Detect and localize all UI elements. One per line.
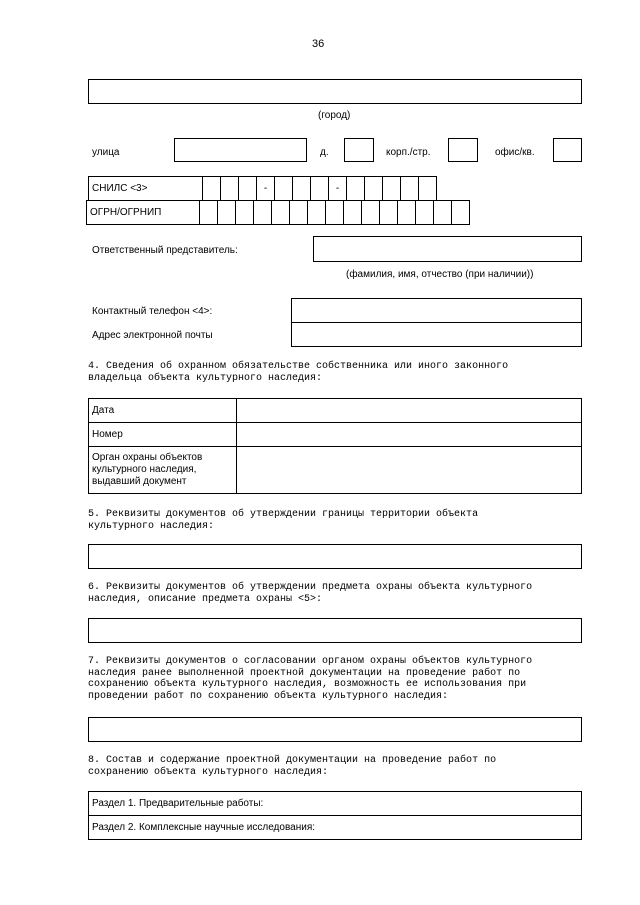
snils-digit[interactable]: [401, 177, 419, 201]
section4-heading: 4. Сведения об охранном обязательстве собственника или иного законного владельца объекта культурного наследия:: [88, 361, 509, 384]
section8-table: [88, 791, 582, 840]
building-label: корп./стр.: [386, 147, 431, 158]
section4-table: [88, 398, 582, 494]
snils-digit[interactable]: [275, 177, 293, 201]
ogrn-digit[interactable]: [272, 201, 290, 225]
phone-label: Контактный телефон <4>:: [92, 306, 213, 317]
ogrn-digit[interactable]: [308, 201, 326, 225]
ogrn-digit[interactable]: [218, 201, 236, 225]
section6-heading: 6. Реквизиты документов об утверждении предмета охраны объекта культурного наследия, описание предмета охраны <5>:: [88, 582, 533, 605]
snils-separator: -: [257, 177, 275, 201]
section5-field[interactable]: [88, 544, 582, 569]
ogrn-digit[interactable]: [362, 201, 380, 225]
email-field[interactable]: [291, 322, 582, 347]
ogrn-digit[interactable]: [416, 201, 434, 225]
email-label: Адрес электронной почты: [92, 330, 213, 341]
ogrn-digit[interactable]: [344, 201, 362, 225]
snils-digit[interactable]: [365, 177, 383, 201]
number-label: Номер: [89, 423, 237, 447]
ogrn-digit[interactable]: [200, 201, 218, 225]
building-field[interactable]: [448, 138, 478, 162]
date-label: Дата: [89, 399, 237, 423]
section7-field[interactable]: [88, 717, 582, 742]
number-field[interactable]: [237, 423, 582, 447]
representative-field[interactable]: [313, 236, 582, 262]
section8-row[interactable]: Раздел 1. Предварительные работы:: [89, 792, 582, 816]
house-field[interactable]: [344, 138, 374, 162]
snils-separator: -: [329, 177, 347, 201]
street-label: улица: [92, 147, 120, 158]
snils-digit[interactable]: [419, 177, 437, 201]
ogrn-digit[interactable]: [434, 201, 452, 225]
authority-field[interactable]: [237, 447, 582, 494]
page-number: 36: [312, 38, 325, 50]
snils-digit[interactable]: [347, 177, 365, 201]
authority-label: Орган охраны объектов культурного наследия, выдавший документ: [89, 447, 237, 494]
representative-label: Ответственный представитель:: [92, 245, 238, 256]
representative-caption: (фамилия, имя, отчество (при наличии)): [346, 269, 534, 280]
snils-label: СНИЛС <3>: [89, 177, 203, 201]
ogrn-digit[interactable]: [326, 201, 344, 225]
section8-row[interactable]: Раздел 2. Комплексные научные исследования:: [89, 816, 582, 840]
ogrn-label: ОГРН/ОГРНИП: [87, 201, 200, 225]
date-field[interactable]: [237, 399, 582, 423]
snils-digit[interactable]: [383, 177, 401, 201]
ogrn-digit[interactable]: [452, 201, 470, 225]
section7-heading: 7. Реквизиты документов о согласовании органом охраны объектов культурного наследия ранее выполненной проектной документации на проведение работ по сохранению объекта культурного наследия, возможность ее использования при проведении работ по сохранению объекта культурного наследия:: [88, 656, 533, 702]
ogrn-digit[interactable]: [290, 201, 308, 225]
phone-field[interactable]: [291, 298, 582, 323]
ogrn-digit[interactable]: [398, 201, 416, 225]
ogrn-digit[interactable]: [380, 201, 398, 225]
office-label: офис/кв.: [495, 147, 535, 158]
snils-digit[interactable]: [239, 177, 257, 201]
house-label: д.: [320, 147, 329, 158]
snils-digit[interactable]: [293, 177, 311, 201]
city-caption: (город): [318, 110, 351, 121]
section6-field[interactable]: [88, 618, 582, 643]
snils-digit[interactable]: [311, 177, 329, 201]
ogrn-grid: [86, 200, 470, 225]
section8-heading: 8. Состав и содержание проектной документации на проведение работ по сохранению объекта культурного наследия:: [88, 755, 497, 778]
ogrn-digit[interactable]: [254, 201, 272, 225]
section5-heading: 5. Реквизиты документов об утверждении границы территории объекта культурного наследия:: [88, 509, 479, 532]
ogrn-digit[interactable]: [236, 201, 254, 225]
snils-digit[interactable]: [221, 177, 239, 201]
snils-grid: [88, 176, 437, 201]
city-field[interactable]: [88, 79, 582, 104]
street-field[interactable]: [174, 138, 307, 162]
office-field[interactable]: [553, 138, 582, 162]
snils-digit[interactable]: [203, 177, 221, 201]
